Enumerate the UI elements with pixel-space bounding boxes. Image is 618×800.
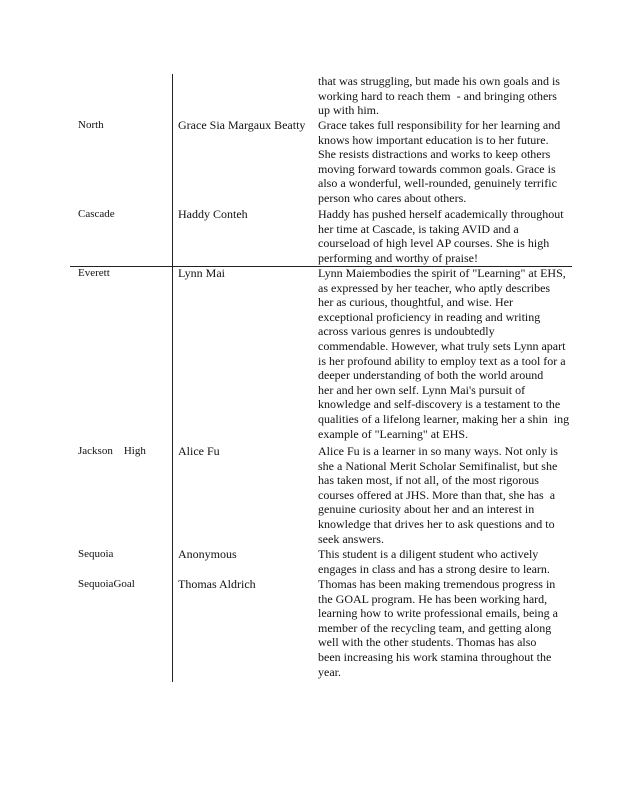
description-line: well with the other students. Thomas has also: [318, 635, 537, 650]
description-line: Alice Fu is a learner in so many ways. Not only is: [318, 444, 558, 458]
description-line: engages in class and has a strong desire to learn.: [318, 561, 550, 576]
student-name: Anonymous: [178, 547, 237, 561]
description-line: up with him.: [318, 103, 380, 118]
description-line: Grace takes full responsibility for her learning and: [318, 118, 561, 132]
student-name: Thomas Aldrich: [178, 577, 256, 591]
description-text: [318, 207, 580, 265]
student-name: Haddy Conteh: [178, 207, 248, 221]
description-line: her and her own self. Lynn Mai's pursuit of: [318, 382, 526, 397]
column-divider: [172, 74, 173, 682]
school-name: North: [78, 119, 104, 131]
description-line: courses offered at JHS. More than that, she has a: [318, 487, 556, 502]
description-line: the GOAL program. He has been working hard,: [318, 591, 548, 606]
description-line: courseload of high level AP courses. She is high: [318, 236, 550, 251]
description-line: qualities of a lifelong learner, making her a shin ing: [318, 411, 570, 426]
description-line: she a National Merit Scholar Semifinalist, but she: [318, 458, 558, 473]
student-name: Grace Sia Margaux Beatty: [178, 118, 306, 132]
description-line: across various genres is undoubtedly: [318, 324, 495, 339]
description-line: knowledge that drives her to ask questions and to: [318, 516, 555, 531]
description-line: member of the recycling team, and getting along: [318, 620, 552, 635]
description-line: learning how to write professional emails, being a: [318, 606, 558, 621]
description-line: her time at Cascade, is taking AVID and a: [318, 221, 519, 236]
description-text: [318, 74, 580, 118]
description-line: This student is a diligent student who actively: [318, 547, 539, 561]
description-line: seek answers.: [318, 531, 384, 546]
description-line: knows how important education is to her future.: [318, 132, 549, 147]
description-line: is her profound ability to employ text as a tool for a: [318, 353, 566, 368]
description-line: moving forward towards common goals. Grace is: [318, 161, 556, 176]
description-text: [318, 266, 580, 441]
description-line: person who cares about others.: [318, 190, 467, 205]
description-line: exceptional proficiency in reading and writing: [318, 309, 541, 324]
description-text: [318, 577, 580, 679]
description-line: deeper understanding of both the world around: [318, 368, 544, 383]
description-text: [318, 444, 580, 546]
description-line: as expressed by her teacher, who aptly describes: [318, 280, 551, 295]
school-name: Everett: [78, 267, 110, 279]
description-text: [318, 547, 580, 576]
student-name: Lynn Mai: [178, 266, 225, 280]
description-line: working hard to reach them - and bringing others: [318, 88, 557, 103]
school-name: Cascade: [78, 208, 115, 220]
description-line: year.: [318, 664, 341, 679]
description-line: Lynn Maiembodies the spirit of "Learning" at EHS,: [318, 266, 566, 280]
description-line: commendable. However, what truly sets Lynn apart: [318, 338, 566, 353]
description-line: Thomas has been making tremendous progress in: [318, 577, 556, 591]
description-text: [318, 118, 580, 206]
description-line: that was struggling, but made his own goals and is: [318, 74, 560, 88]
description-line: her as curious, thoughtful, and wise. Her: [318, 295, 513, 310]
student-name: Alice Fu: [178, 444, 220, 458]
description-line: knowledge and self-discovery is a testament to the: [318, 397, 561, 412]
school-name: Sequoia: [78, 548, 114, 560]
description-line: performing and worthy of praise!: [318, 250, 478, 265]
description-line: example of "Learning" at EHS.: [318, 426, 469, 441]
description-line: She resists distractions and works to keep others: [318, 147, 551, 162]
description-line: has taken most, if not all, of the most rigorous: [318, 473, 539, 488]
description-line: been increasing his work stamina throughout the: [318, 649, 552, 664]
school-name: SequoiaGoal: [78, 578, 135, 590]
description-line: genuine curiosity about her and an interest in: [318, 502, 535, 517]
description-line: also a wonderful, well-rounded, genuinely terrific: [318, 176, 557, 191]
description-line: Haddy has pushed herself academically throughout: [318, 207, 564, 221]
school-name: Jackson High: [78, 445, 146, 457]
